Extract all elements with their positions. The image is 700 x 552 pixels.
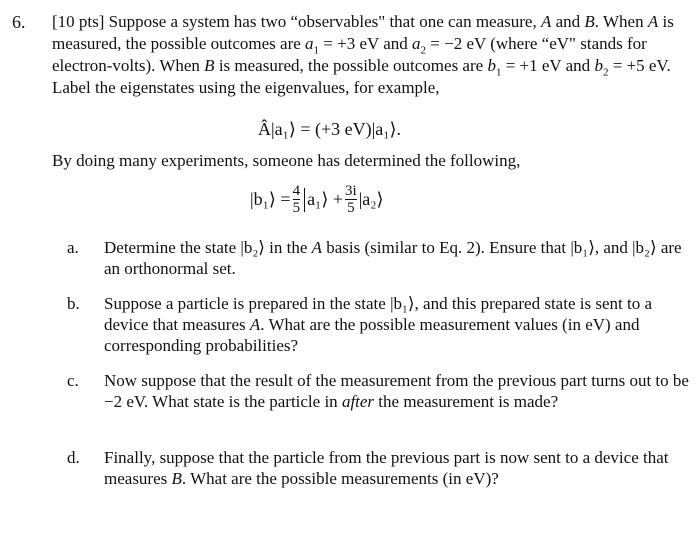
fraction-three-i-fifths: $\frac{3i}{5}$	[345, 183, 357, 216]
equation-eigenvalue: Â|a₁⟩ = (+3 eV)|a₁⟩.	[258, 119, 402, 139]
equation-b1-state: |b₁⟩ = $\frac{4}{5}$ a₁⟩ + $\frac{3i}{5}$ |a₂⟩	[250, 183, 384, 216]
fraction-four-fifths: $\frac{4}{5}$	[292, 183, 301, 216]
question-number: 6.	[12, 12, 26, 32]
ket-bar	[304, 188, 305, 212]
points: [10 pts]	[52, 12, 105, 31]
question-intro: [10 pts] Suppose a system has two “observables" that one can measure, A and B. When A is measured, the possible outcomes are $a_1 = +3$ eV and $a_2 = -2$ eV (where “eV" stands for electron-volts). When B is measured, the possible outcomes are $b_1 = +1$ eV and $b_2 = +5$ eV. Label the eigenstates using the eigenvalues, for example,	[52, 12, 674, 97]
experiment-sentence: By doing many experiments, someone has determined the following,	[52, 151, 521, 170]
problem-page: 6. [10 pts] Suppose a system has two “observables" that one can measure, A and B. When A is measured, the possible outcomes are $a_1 = +3$ eV and $a_2 = -2$ eV (where “eV" stands for electron-volts). When B is measured, the possible outcomes are $b_1 = +1$ eV and $b_2 = +5$ eV. Label the eigenstates using the eigenvalues, for example, Â|a₁⟩ = (+3 eV)|a₁⟩. By doing many experiments, someone has determined the following, |b₁⟩ = $\frac{4}{5}$ a₁⟩ + $\frac{3i}{5}$ |a₂⟩ a. Determine the state |b₂⟩ in the A basis (similar to Eq. 2). Ensure that |b₁⟩, and |b₂⟩ are an orthonormal set. b. Suppose a particle is prepared in the state |b₁⟩, and this prepared state is sent to a device that measures A. What are the possible measurement values (in eV) and corresponding probabilities? c. Now suppose that the result of the measurement from the previous part turns out to be −2 eV. What state is the particle in after the measurement is made? d. Finally, suppose that the particle from the previous part is now sent to a device that measures B. What are the possible measurements (in eV)?	[0, 0, 700, 552]
